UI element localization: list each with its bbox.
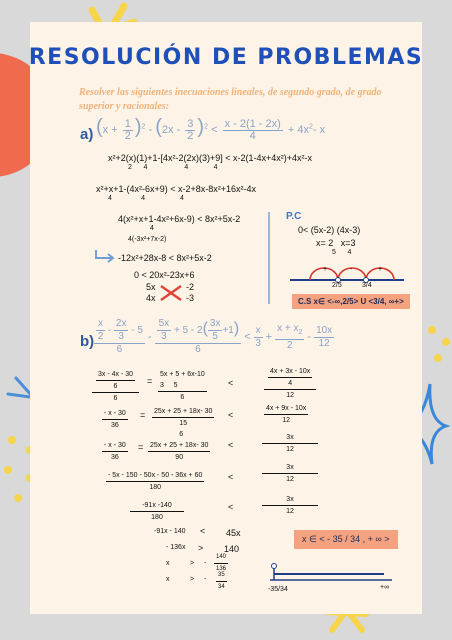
final-step-2-greater-than: > (198, 543, 204, 553)
row3-less-than: < (228, 440, 234, 450)
row2-left: $\frac{- x - 30}{36}$ (104, 410, 126, 429)
sign-plus-left: + (323, 266, 328, 273)
critical-points-label: P.C (286, 211, 302, 222)
cross-mark-icon (158, 283, 184, 303)
instructions-text: Resolver las siguientes inecuaciones lineales, de segundo grado, de grado superior y racionales: (79, 87, 382, 112)
part-a-step-2-denominators: 4 4 4 (108, 195, 184, 202)
number-line-right-label: +∞ (380, 584, 390, 591)
part-a-step-4: 4(-3x²+7x-2) (128, 236, 167, 243)
page-title: RESOLUCIÓN DE PROBLEMAS (28, 45, 424, 70)
critical-roots: x= 2 x=3 (316, 238, 356, 248)
part-a-step-2: x²+x+1-(4x²-6x+9) < x-2+8x-8x²+16x²-4x (96, 184, 257, 194)
part-a-statement: (x + $\frac{1}{2}$ )$^2$ - (2x - $\frac{3}{2}$ )$^2$ < $\frac{x - 2(1 - 2x)}{4}$ + $4x^2-$ x (96, 116, 326, 142)
final-step-1-right: 45x (226, 528, 241, 538)
vertical-divider (268, 212, 270, 304)
tick-label-3-4: 3/4 (362, 282, 372, 289)
part-a-label: a) (80, 126, 94, 143)
final-step-3-fraction: $\frac{140}{136}$ (216, 554, 227, 572)
part-a-step-3: 4(x²+x+1-4x²+6x-9) < 8x²+5x-2 (118, 214, 241, 224)
row1-right: $\frac{\frac{4x + 3x - 10x}{4}}{12}$ (262, 366, 318, 401)
final-step-1-less-than: < (200, 526, 206, 536)
sign-plus-right: + (378, 266, 383, 273)
final-step-4-greater-than: > (190, 576, 195, 583)
cross-method-left-1: 5x (146, 282, 156, 292)
sign-number-line (288, 260, 406, 286)
row1-middle: 5x + 5 + 6x-10 3 5 6 (160, 371, 205, 401)
row2-middle: 25x + 25 + 18x- 30 15 6 (154, 408, 213, 438)
row1-left: $\frac{\frac{3x - 4x - 30}{6}}{6}$ (90, 369, 141, 404)
final-step-1-left: -91x - 140 (154, 528, 186, 535)
arrow-icon (94, 248, 116, 264)
part-a-step-1-denominators: 2 4 4 4 (128, 164, 218, 171)
row2-less-than: < (228, 410, 234, 420)
tick-label-2-5: 2/5 (332, 282, 342, 289)
factored-form: 0< (5x-2) (4x-3) (298, 225, 361, 235)
row3-equals: = (138, 442, 144, 452)
row4-left: $\frac{- 5x - 150 - 50x - 50 - 36x + 60}{180}$ (108, 472, 203, 491)
solution-set-a: C.S x∈ <-∞,2/5> U <3/4, ∞+> (292, 294, 410, 309)
final-step-3-x: x (166, 560, 170, 567)
critical-roots-denominators: 5 4 (332, 249, 352, 256)
row5-less-than: < (228, 502, 234, 512)
row5-left: $\frac{-91x -140}{180}$ (130, 500, 184, 523)
part-b-statement: $\frac{x}{2}$ - $\frac{2x}{3}$ - 5 6 - $\frac{5x}{3}$ + 5 - 2( $\frac{3x}{5}$ +1) 6 < x 3 + $\frac{x + x_2}{2}$ - 10x 12 (94, 318, 334, 356)
row2-right: $\frac{4x + 9x - 10x}{12}$ (266, 405, 307, 424)
part-a-step-5: -12x²+28x-8 < 8x²+5x-2 (118, 253, 212, 263)
final-step-3-greater-than: > (190, 560, 195, 567)
final-step-4-sign: - (204, 576, 207, 583)
solution-set-b: x ∈ < - 35 / 34 , + ∞ > (294, 530, 398, 549)
cross-method-right-2: -3 (186, 293, 195, 303)
cross-method-left-2: 4x (146, 293, 156, 303)
final-step-2-right: 140 (224, 544, 240, 554)
row2-equals: = (140, 410, 146, 420)
part-b-label: b) (80, 333, 95, 350)
final-step-4-x: x (166, 576, 170, 583)
part-a-step-6: 0 < 20x²-23x+6 (134, 270, 195, 280)
final-step-3-sign: - (204, 560, 207, 567)
part-a-step-3-denominator: 4 (150, 225, 154, 232)
row3-right: $\frac{3x}{12}$ (262, 432, 318, 455)
cross-method-right-1: -2 (186, 282, 195, 292)
part-a-step-1: x²+2(x)(1)+1-[4x²-2(2x)(3)+9] < x-2(1-4x+4x²)+4x²-x (108, 153, 313, 163)
row3-left: $\frac{- x - 30}{36}$ (104, 442, 126, 461)
row1-equals: = (147, 376, 153, 386)
number-line-left-label: -35/34 (268, 586, 288, 593)
row4-right: $\frac{3x}{12}$ (262, 462, 318, 485)
final-step-2-left: - 136x (166, 544, 186, 551)
row4-less-than: < (228, 472, 234, 482)
row1-less-than: < (228, 378, 234, 388)
sign-minus-middle: - (350, 266, 353, 273)
row5-right: $\frac{3x}{12}$ (262, 494, 318, 517)
final-step-4-fraction: $\frac{35}{34}$ (218, 572, 225, 590)
solution-number-line (266, 560, 396, 586)
row3-middle: $\frac{25x + 25 + 18x- 30}{90}$ (150, 442, 209, 461)
